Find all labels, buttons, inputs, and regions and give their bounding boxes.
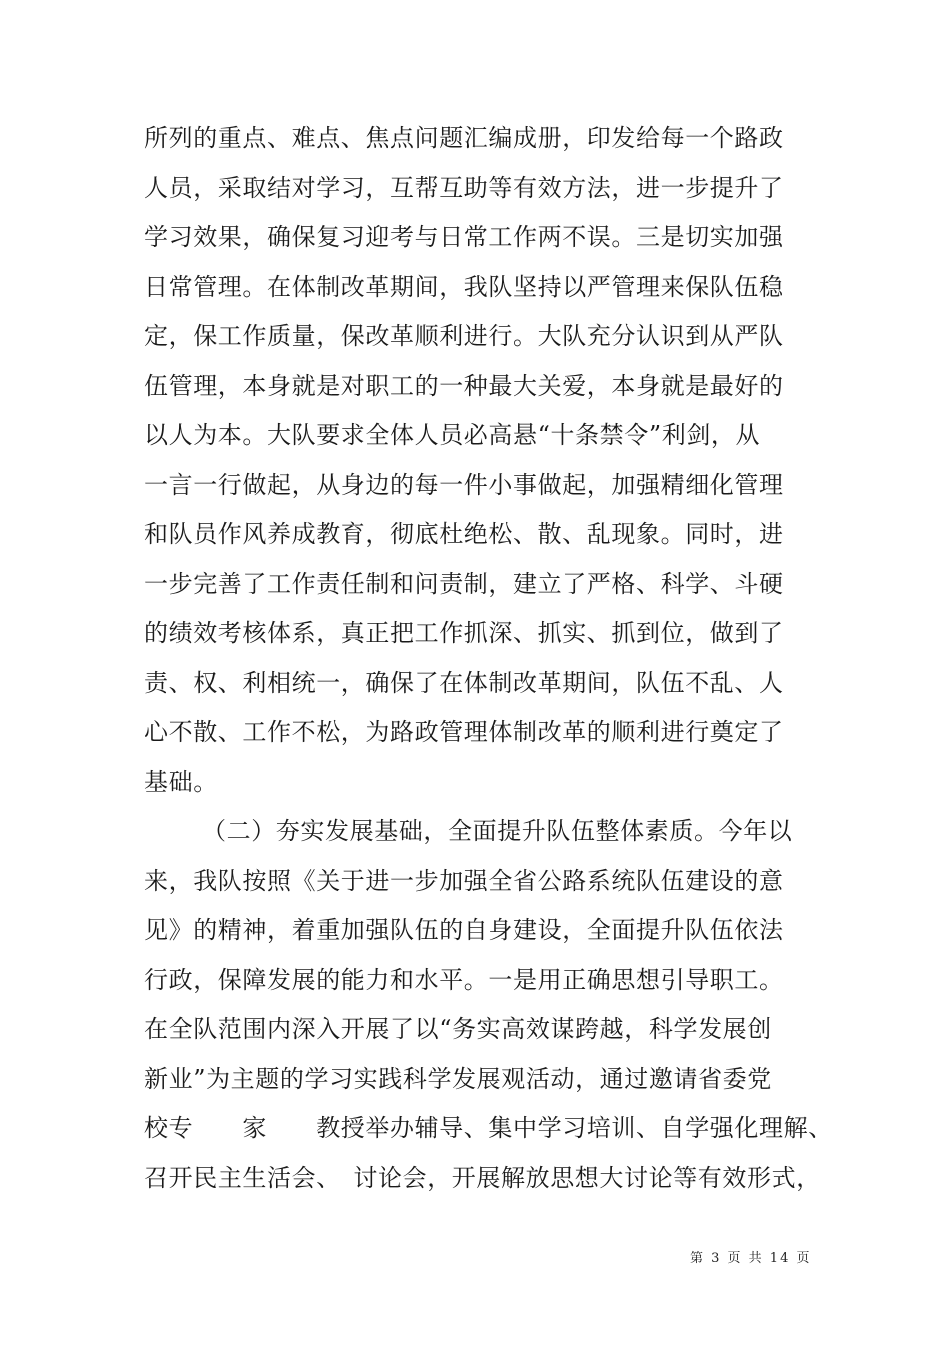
text-line: 来，我队按照《关于进一步加强全省公路系统队伍建设的意 xyxy=(144,866,784,895)
text-line: 校专 家 教授举办辅导、集中学习培训、自学强化理解、 xyxy=(144,1114,833,1142)
text-line: 基础。 xyxy=(144,767,218,796)
text-line: 心不散、工作不松，为路政管理体制改革的顺利进行奠定了 xyxy=(144,718,784,746)
text-line: 一步完善了工作责任制和问责制，建立了严格、科学、斗硬 xyxy=(144,569,784,598)
text-line: 一言一行做起，从身边的每一件小事做起，加强精细化管理 xyxy=(144,470,784,499)
text-line: 定，保工作质量，保改革顺利进行。大队充分认识到从严队 xyxy=(144,322,784,350)
text-line: 新业”为主题的学习实践科学发展观活动，通过邀请省委党 xyxy=(144,1064,772,1093)
section-heading-line: （二）夯实发展基础，全面提升队伍整体素质。今年以 xyxy=(202,817,793,845)
text-line: 人员，采取结对学习，互帮互助等有效方法，进一步提升了 xyxy=(144,173,784,202)
text-line: 以人为本。大队要求全体人员必高悬“十条禁令”利剑，从 xyxy=(144,421,761,449)
text-line: 日常管理。在体制改革期间，我队坚持以严管理来保队伍稳 xyxy=(144,272,784,301)
text-line: 所列的重点、难点、焦点问题汇编成册，印发给每一个路政 xyxy=(144,124,784,152)
text-line: 召开民主生活会、 讨论会，开展解放思想大讨论等有效形式， xyxy=(144,1163,821,1192)
text-line: 的绩效考核体系，真正把工作抓深、抓实、抓到位，做到了 xyxy=(144,619,784,647)
text-line: 责、权、利相统一，确保了在体制改革期间，队伍不乱、人 xyxy=(144,668,784,697)
text-line: 伍管理，本身就是对职工的一种最大关爱，本身就是最好的 xyxy=(144,371,784,400)
body-text xyxy=(144,114,833,1203)
text-line: 行政，保障发展的能力和水平。一是用正确思想引导职工。 xyxy=(144,965,784,994)
text-line: 学习效果，确保复习迎考与日常工作两不误。三是切实加强 xyxy=(144,223,784,251)
page-number-footer: 第 3 页 共 14 页 xyxy=(690,1251,812,1266)
text-line: 在全队范围内深入开展了以“务实高效谋跨越，科学发展创 xyxy=(144,1015,772,1043)
text-line: 见》的精神，着重加强队伍的自身建设，全面提升队伍依法 xyxy=(144,916,784,944)
text-line: 和队员作风养成教育，彻底杜绝松、散、乱现象。同时，进 xyxy=(144,520,784,548)
